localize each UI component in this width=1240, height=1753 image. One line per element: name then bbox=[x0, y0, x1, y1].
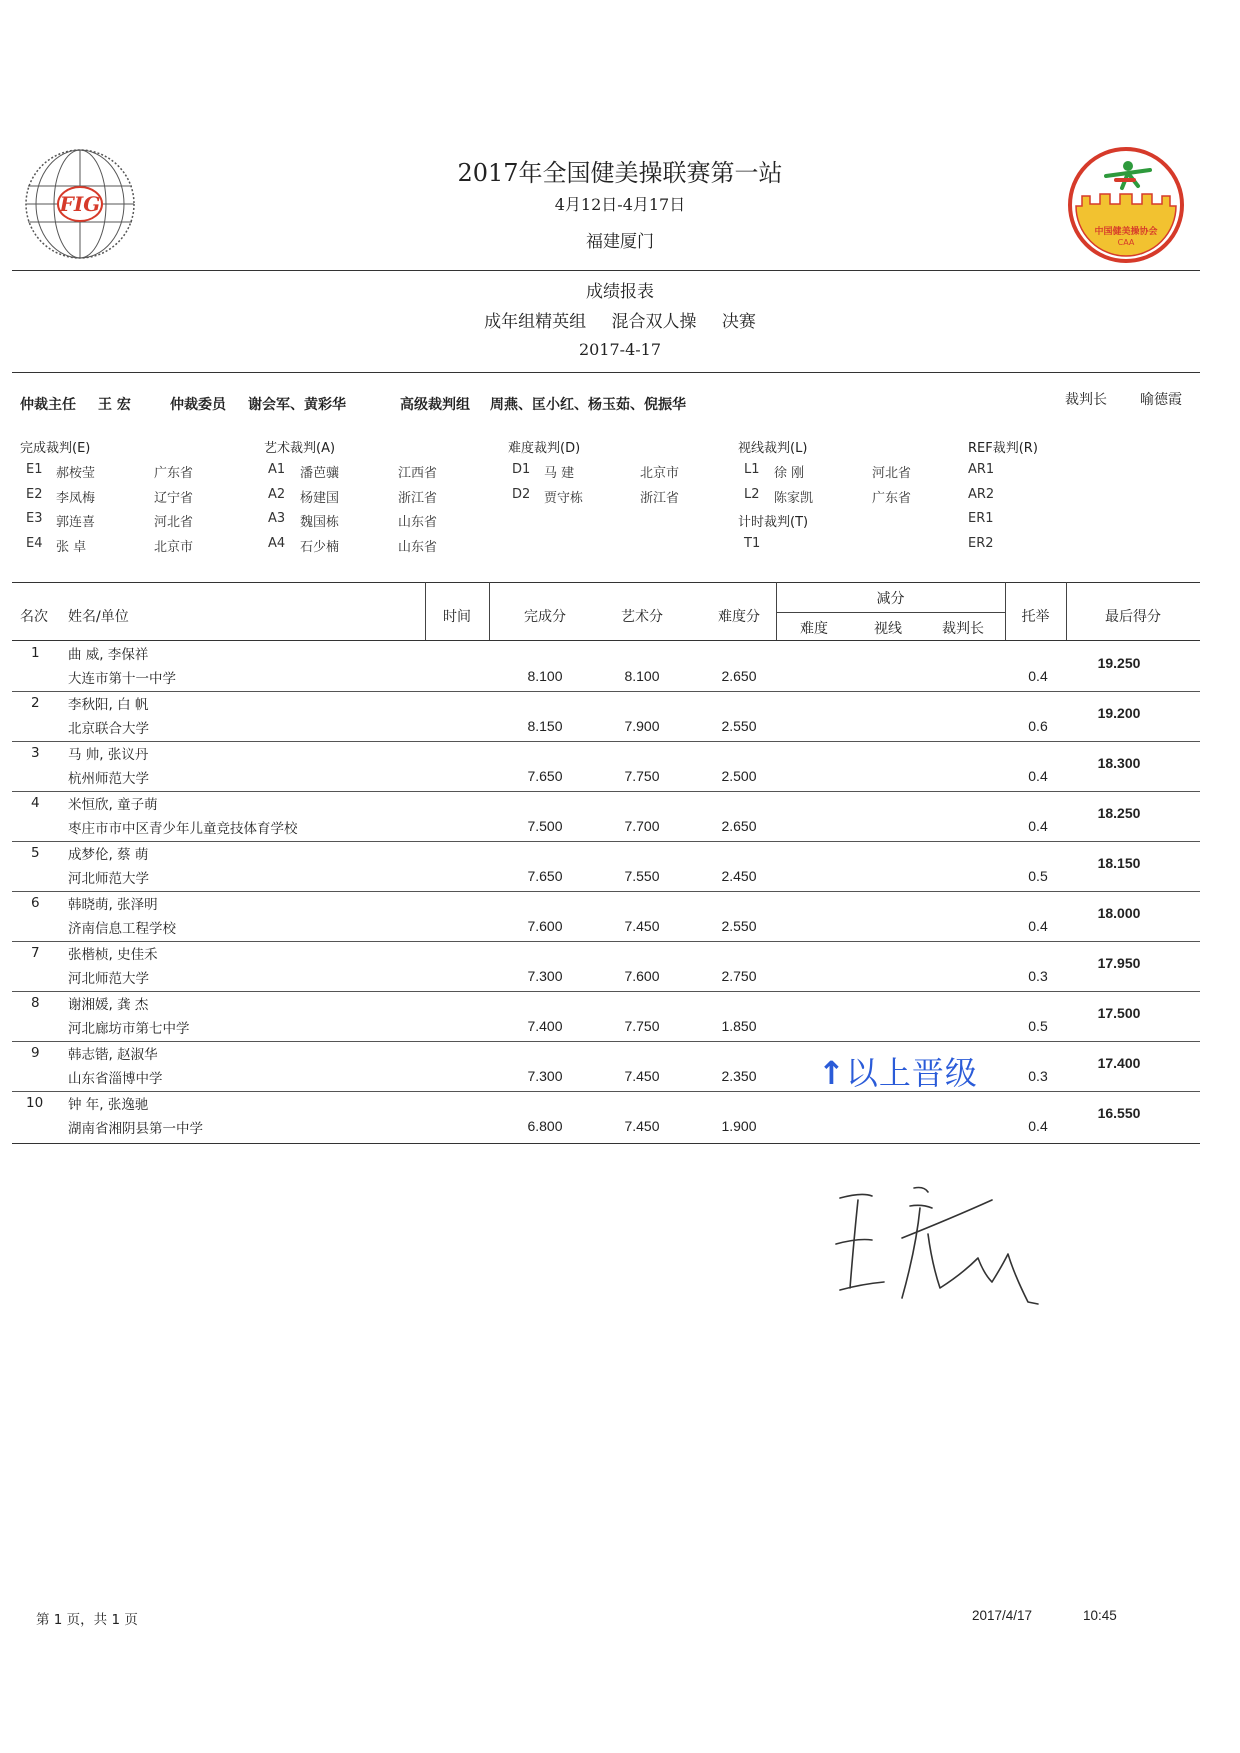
execution-heading: 完成裁判(E) bbox=[20, 441, 91, 456]
difficulty-score: 2.450 bbox=[721, 868, 757, 884]
table-top-rule bbox=[12, 582, 1200, 583]
difficulty-score: 2.750 bbox=[721, 968, 757, 984]
execution-score: 7.650 bbox=[527, 768, 563, 784]
header-time: 时间 bbox=[443, 609, 471, 625]
row-rule bbox=[12, 891, 1200, 892]
footer-print-time: 10:45 bbox=[1083, 1608, 1117, 1623]
judge-name: 张 卓 bbox=[56, 540, 87, 555]
athlete-unit: 杭州师范大学 bbox=[68, 771, 149, 787]
header-difficulty: 难度分 bbox=[718, 609, 760, 625]
handwritten-signature bbox=[832, 1178, 1052, 1318]
row-rule bbox=[12, 841, 1200, 842]
athlete-unit: 山东省淄博中学 bbox=[68, 1071, 163, 1087]
line-heading: 视线裁判(L) bbox=[738, 441, 808, 456]
judge-name: 郭连喜 bbox=[56, 515, 96, 530]
competition-title: 2017年全国健美操联赛第一站 bbox=[457, 159, 783, 187]
judge-name: 石少楠 bbox=[300, 540, 340, 555]
chief-arbiter-label: 仲裁主任 bbox=[20, 397, 76, 413]
judge-region: 江西省 bbox=[398, 466, 438, 481]
table-header-bottom-rule bbox=[12, 640, 1200, 641]
event-name: 混合双人操 bbox=[611, 312, 697, 332]
lift-score: 0.3 bbox=[1028, 1068, 1048, 1084]
header-rank: 名次 bbox=[20, 609, 48, 625]
judge-code: A1 bbox=[268, 462, 286, 477]
athlete-unit: 济南信息工程学校 bbox=[68, 921, 176, 937]
judge-code: D1 bbox=[512, 462, 531, 477]
athlete-unit: 枣庄市市中区青少年儿童竞技体育学校 bbox=[68, 821, 298, 837]
final-score: 18.150 bbox=[1097, 855, 1141, 871]
rank: 5 bbox=[31, 845, 40, 861]
artistic-score: 7.450 bbox=[624, 1068, 660, 1084]
header-ded-line: 视线 bbox=[874, 621, 902, 637]
judge-region: 北京市 bbox=[640, 466, 680, 481]
final-score: 18.000 bbox=[1097, 905, 1141, 921]
artistic-heading: 艺术裁判(A) bbox=[264, 441, 336, 456]
lift-score: 0.5 bbox=[1028, 868, 1048, 884]
judge-region: 辽宁省 bbox=[154, 491, 194, 506]
qualification-note-text: 以上晋级 bbox=[845, 1054, 978, 1092]
handwritten-qualification-note bbox=[818, 1048, 978, 1094]
row-rule bbox=[12, 1041, 1200, 1042]
difficulty-score: 2.550 bbox=[721, 918, 757, 934]
rank: 3 bbox=[31, 745, 40, 761]
committee-label: 仲裁委员 bbox=[170, 397, 226, 413]
ref-heading: REF裁判(R) bbox=[968, 441, 1038, 456]
judge-region: 河北省 bbox=[154, 515, 194, 530]
execution-score: 7.650 bbox=[527, 868, 563, 884]
final-score: 19.250 bbox=[1097, 655, 1141, 671]
judge-code: A3 bbox=[268, 511, 286, 526]
header-deduction: 减分 bbox=[876, 591, 905, 607]
lift-score: 0.6 bbox=[1028, 718, 1048, 734]
judge-code: L1 bbox=[744, 462, 760, 477]
athlete-names: 韩晓萌, 张泽明 bbox=[68, 897, 158, 913]
head-judge-name: 喻德霞 bbox=[1140, 392, 1182, 408]
execution-score: 7.400 bbox=[527, 1018, 563, 1034]
lift-score: 0.4 bbox=[1028, 668, 1048, 684]
judge-region: 山东省 bbox=[398, 540, 438, 555]
rank: 8 bbox=[31, 995, 40, 1011]
event-round: 决赛 bbox=[721, 312, 756, 332]
lift-score: 0.4 bbox=[1028, 1118, 1048, 1134]
lift-score: 0.5 bbox=[1028, 1018, 1048, 1034]
judge-code: L2 bbox=[744, 487, 760, 502]
senior-panel-names: 周燕、匡小红、杨玉茹、倪振华 bbox=[490, 397, 686, 413]
committee-names: 谢会军、黄彩华 bbox=[248, 397, 346, 413]
header-final-score: 最后得分 bbox=[1105, 609, 1161, 625]
event-category: 成年组精英组 bbox=[484, 312, 587, 332]
chief-arbiter-name: 王 宏 bbox=[98, 397, 131, 413]
rank: 10 bbox=[26, 1095, 44, 1111]
rank: 1 bbox=[31, 645, 40, 661]
judge-code: ER2 bbox=[968, 536, 994, 551]
judge-name: 李凤梅 bbox=[56, 491, 96, 506]
execution-score: 7.300 bbox=[527, 1068, 563, 1084]
athlete-names: 韩志锴, 赵淑华 bbox=[68, 1047, 158, 1063]
artistic-score: 7.600 bbox=[624, 968, 660, 984]
judge-region: 广东省 bbox=[154, 466, 194, 481]
execution-score: 7.600 bbox=[527, 918, 563, 934]
athlete-names: 成梦伦, 蔡 萌 bbox=[68, 847, 149, 863]
header-lifts: 托举 bbox=[1021, 609, 1050, 625]
lift-score: 0.4 bbox=[1028, 768, 1048, 784]
athlete-unit: 北京联合大学 bbox=[68, 721, 149, 737]
difficulty-score: 2.550 bbox=[721, 718, 757, 734]
judge-code: E2 bbox=[26, 487, 43, 502]
header-ded-difficulty: 难度 bbox=[800, 621, 828, 637]
athlete-unit: 湖南省湘阴县第一中学 bbox=[68, 1121, 203, 1137]
lift-score: 0.4 bbox=[1028, 918, 1048, 934]
athlete-names: 钟 年, 张逸驰 bbox=[68, 1097, 149, 1113]
artistic-score: 8.100 bbox=[624, 668, 660, 684]
difficulty-heading: 难度裁判(D) bbox=[508, 441, 581, 456]
header-name-unit: 姓名/单位 bbox=[68, 609, 129, 625]
judge-code: T1 bbox=[744, 536, 761, 551]
judge-region: 山东省 bbox=[398, 515, 438, 530]
final-score: 17.950 bbox=[1097, 955, 1141, 971]
judge-region: 河北省 bbox=[872, 466, 912, 481]
caa-logo-abbr: CAA bbox=[1117, 238, 1135, 247]
report-date: 2017-4-17 bbox=[578, 340, 662, 359]
judge-name: 马 建 bbox=[544, 466, 575, 481]
row-rule bbox=[12, 1091, 1200, 1092]
row-rule bbox=[12, 791, 1200, 792]
execution-score: 8.150 bbox=[527, 718, 563, 734]
row-rule bbox=[12, 991, 1200, 992]
judge-name: 郝桉莹 bbox=[56, 466, 96, 481]
up-arrow-icon: ↑ bbox=[818, 1054, 846, 1092]
judge-name: 陈家凯 bbox=[774, 491, 814, 506]
competition-place: 福建厦门 bbox=[586, 232, 654, 252]
caa-logo-text: 中国健美操协会 bbox=[1094, 227, 1158, 237]
difficulty-score: 2.350 bbox=[721, 1068, 757, 1084]
judge-code: AR1 bbox=[968, 462, 995, 477]
header-artistic: 艺术分 bbox=[621, 609, 663, 625]
athlete-names: 曲 威, 李保祥 bbox=[68, 647, 149, 663]
rank: 6 bbox=[31, 895, 40, 911]
final-score: 17.400 bbox=[1097, 1055, 1141, 1071]
judge-region: 北京市 bbox=[154, 540, 194, 555]
judge-name: 徐 刚 bbox=[774, 466, 805, 481]
row-rule bbox=[12, 741, 1200, 742]
header-divider bbox=[12, 270, 1200, 271]
rank: 4 bbox=[31, 795, 40, 811]
final-score: 16.550 bbox=[1097, 1105, 1141, 1121]
athlete-names: 李秋阳, 白 帆 bbox=[68, 697, 149, 713]
final-score: 19.200 bbox=[1097, 705, 1141, 721]
final-score: 18.300 bbox=[1097, 755, 1141, 771]
artistic-score: 7.450 bbox=[624, 1118, 660, 1134]
head-judge-label: 裁判长 bbox=[1065, 392, 1107, 408]
judge-name: 潘芭骧 bbox=[300, 466, 340, 481]
judge-region: 广东省 bbox=[872, 491, 912, 506]
athlete-unit: 河北廊坊市第七中学 bbox=[68, 1021, 190, 1037]
section-divider bbox=[12, 372, 1200, 373]
fig-logo-text: FIG bbox=[59, 192, 101, 216]
row-rule bbox=[12, 941, 1200, 942]
athlete-unit: 大连市第十一中学 bbox=[68, 671, 176, 687]
col-divider bbox=[489, 582, 490, 640]
artistic-score: 7.750 bbox=[624, 768, 660, 784]
competition-dates: 4月12日-4月17日 bbox=[554, 195, 686, 214]
final-score: 17.500 bbox=[1097, 1005, 1141, 1021]
judge-name: 魏国栋 bbox=[300, 515, 340, 530]
header-execution: 完成分 bbox=[524, 609, 566, 625]
report-title: 成绩报表 bbox=[586, 282, 654, 302]
athlete-names: 张楷桢, 史佳禾 bbox=[68, 947, 158, 963]
execution-score: 6.800 bbox=[527, 1118, 563, 1134]
judge-code: A2 bbox=[268, 487, 286, 502]
difficulty-score: 1.850 bbox=[721, 1018, 757, 1034]
lift-score: 0.3 bbox=[1028, 968, 1048, 984]
artistic-score: 7.750 bbox=[624, 1018, 660, 1034]
rank: 7 bbox=[31, 945, 40, 961]
senior-panel-label: 高级裁判组 bbox=[400, 397, 470, 413]
difficulty-score: 1.900 bbox=[721, 1118, 757, 1134]
athlete-unit: 河北师范大学 bbox=[68, 971, 149, 987]
time-heading: 计时裁判(T) bbox=[738, 515, 809, 530]
judge-name: 杨建国 bbox=[300, 491, 340, 506]
judge-code: ER1 bbox=[968, 511, 994, 526]
artistic-score: 7.900 bbox=[624, 718, 660, 734]
artistic-score: 7.450 bbox=[624, 918, 660, 934]
header-ded-chief: 裁判长 bbox=[942, 621, 984, 637]
athlete-names: 米恒欣, 童子萌 bbox=[68, 797, 158, 813]
judge-code: D2 bbox=[512, 487, 531, 502]
athlete-names: 马 帅, 张议丹 bbox=[68, 747, 149, 763]
difficulty-score: 2.650 bbox=[721, 668, 757, 684]
judge-name: 贾守栋 bbox=[544, 491, 584, 506]
deduction-split-rule bbox=[776, 612, 1005, 613]
judge-code: E1 bbox=[26, 462, 43, 477]
difficulty-score: 2.650 bbox=[721, 818, 757, 834]
rank: 9 bbox=[31, 1045, 40, 1061]
artistic-score: 7.550 bbox=[624, 868, 660, 884]
lift-score: 0.4 bbox=[1028, 818, 1048, 834]
athlete-unit: 河北师范大学 bbox=[68, 871, 149, 887]
judge-code: A4 bbox=[268, 536, 286, 551]
event-line bbox=[0, 307, 1240, 332]
footer-print-date: 2017/4/17 bbox=[972, 1608, 1033, 1623]
rank: 2 bbox=[31, 695, 40, 711]
judge-region: 浙江省 bbox=[640, 491, 680, 506]
judge-code: E4 bbox=[26, 536, 43, 551]
judge-region: 浙江省 bbox=[398, 491, 438, 506]
execution-score: 7.300 bbox=[527, 968, 563, 984]
footer-page-number: 第 1 页，共 1 页 bbox=[36, 1612, 138, 1628]
judge-code: E3 bbox=[26, 511, 43, 526]
table-bottom-rule bbox=[12, 1143, 1200, 1144]
athlete-names: 谢湘媛, 龚 杰 bbox=[68, 997, 149, 1013]
artistic-score: 7.700 bbox=[624, 818, 660, 834]
final-score: 18.250 bbox=[1097, 805, 1141, 821]
difficulty-score: 2.500 bbox=[721, 768, 757, 784]
judge-code: AR2 bbox=[968, 487, 995, 502]
execution-score: 8.100 bbox=[527, 668, 563, 684]
row-rule bbox=[12, 691, 1200, 692]
execution-score: 7.500 bbox=[527, 818, 563, 834]
